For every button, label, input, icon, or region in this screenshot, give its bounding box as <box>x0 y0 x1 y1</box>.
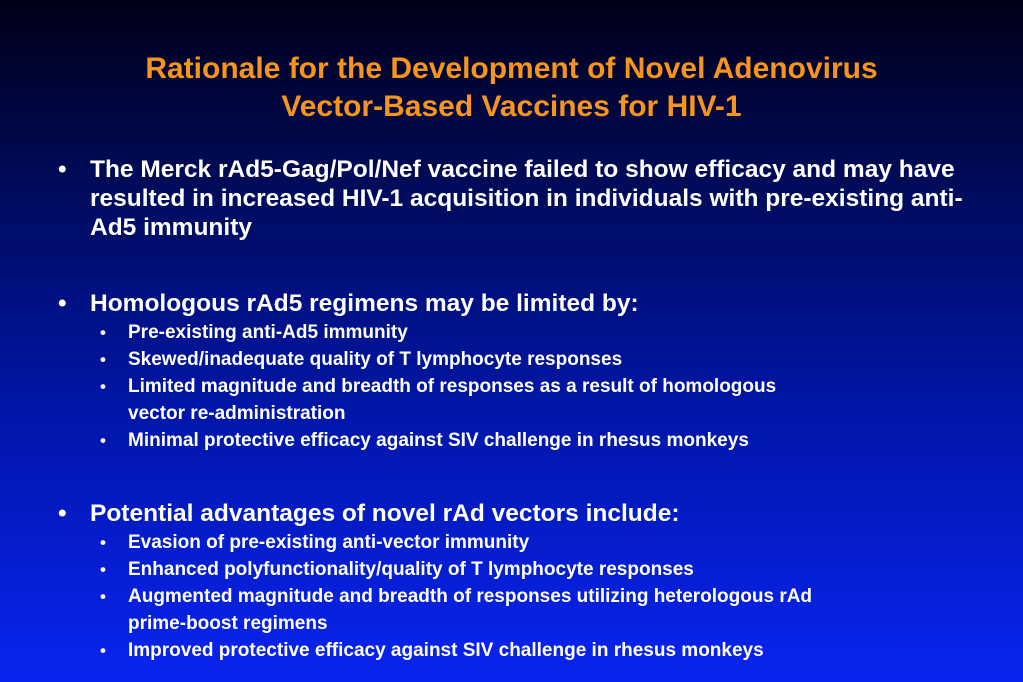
bullet-list <box>58 155 1003 664</box>
sub-bullet <box>100 319 1003 346</box>
sub-bullet-text: Minimal protective efficacy against SIV challenge in rhesus monkeys <box>128 430 749 451</box>
sub-bullet-dot: • <box>100 533 106 552</box>
sub-bullet-text: Pre-existing anti-Ad5 immunity <box>128 322 408 343</box>
sub-bullet <box>100 637 1003 664</box>
sub-bullet-text: Augmented magnitude and breadth of responses utilizing heterologous rAd prime-boost regimens <box>128 586 813 634</box>
sub-bullet <box>100 583 828 637</box>
sub-bullet-text: Limited magnitude and breadth of responses as a result of homologous vector re-administration <box>128 376 777 424</box>
sub-bullet <box>100 427 1003 454</box>
sub-bullet-dot: • <box>100 323 106 342</box>
bullet-text: Homologous rAd5 regimens may be limited by: <box>90 290 639 317</box>
sub-bullet-text: Enhanced polyfunctionality/quality of T lymphocyte responses <box>128 559 694 580</box>
sub-bullet-dot: • <box>100 641 106 660</box>
sub-bullet-text: Skewed/inadequate quality of T lymphocyte responses <box>128 349 623 370</box>
sub-bullet <box>100 346 1003 373</box>
bullet-merck-vaccine <box>58 155 1000 242</box>
slide-title <box>0 50 1023 126</box>
bullet-dot: • <box>58 156 67 183</box>
sub-bullet-text: Evasion of pre-existing anti-vector immunity <box>128 532 530 553</box>
sub-bullet-dot: • <box>100 431 106 450</box>
bullet-homologous-limits <box>58 289 1003 318</box>
title-line-1: Rationale for the Development of Novel Adenovirus <box>145 52 878 85</box>
bullet-novel-advantages <box>58 499 1003 528</box>
bullet-dot: • <box>58 290 67 317</box>
bullet-text: The Merck rAd5-Gag/Pol/Nef vaccine failed to show efficacy and may have resulted in increased HIV-1 acquisition in individuals with pre-existing anti-Ad5 immunity <box>90 156 963 241</box>
bullet-text: Potential advantages of novel rAd vectors include: <box>90 500 680 527</box>
bullet-dot: • <box>58 500 67 527</box>
title-line-2: Vector-Based Vaccines for HIV-1 <box>281 90 742 123</box>
sub-bullet-text: Improved protective efficacy against SIV challenge in rhesus monkeys <box>128 640 764 661</box>
sub-bullet <box>100 556 1003 583</box>
sub-bullet-dot: • <box>100 587 106 606</box>
sub-bullet <box>100 529 1003 556</box>
sub-bullet-dot: • <box>100 560 106 579</box>
sub-bullet <box>100 373 838 427</box>
sub-bullet-dot: • <box>100 377 106 396</box>
sub-bullet-dot: • <box>100 350 106 369</box>
